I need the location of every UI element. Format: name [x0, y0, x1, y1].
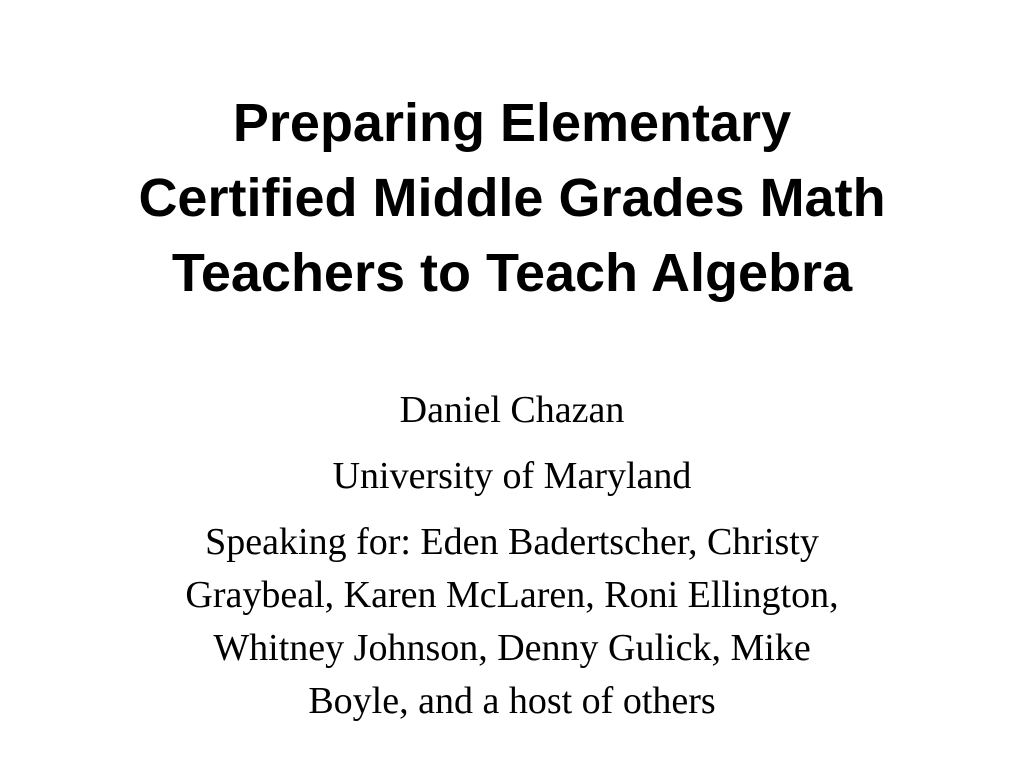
author-name: Daniel Chazan [399, 389, 625, 431]
slide-body [60, 384, 964, 728]
speaking-for-line: Graybeal, Karen McLaren, Roni Ellington, [185, 574, 839, 616]
slide-title-line: Teachers to Teach Algebra [171, 243, 853, 303]
slide-title-line: Preparing Elementary [232, 93, 792, 153]
speaking-for-line: Boyle, and a host of others [308, 680, 716, 722]
author-affiliation: University of Maryland [332, 455, 692, 497]
speaking-for-text [60, 516, 964, 728]
slide-title-line: Certified Middle Grades Math [138, 168, 886, 228]
speaking-for-line: Speaking for: Eden Badertscher, Christy [205, 521, 819, 563]
slide-title [40, 86, 984, 311]
speaking-for-line: Whitney Johnson, Denny Gulick, Mike [213, 627, 811, 669]
